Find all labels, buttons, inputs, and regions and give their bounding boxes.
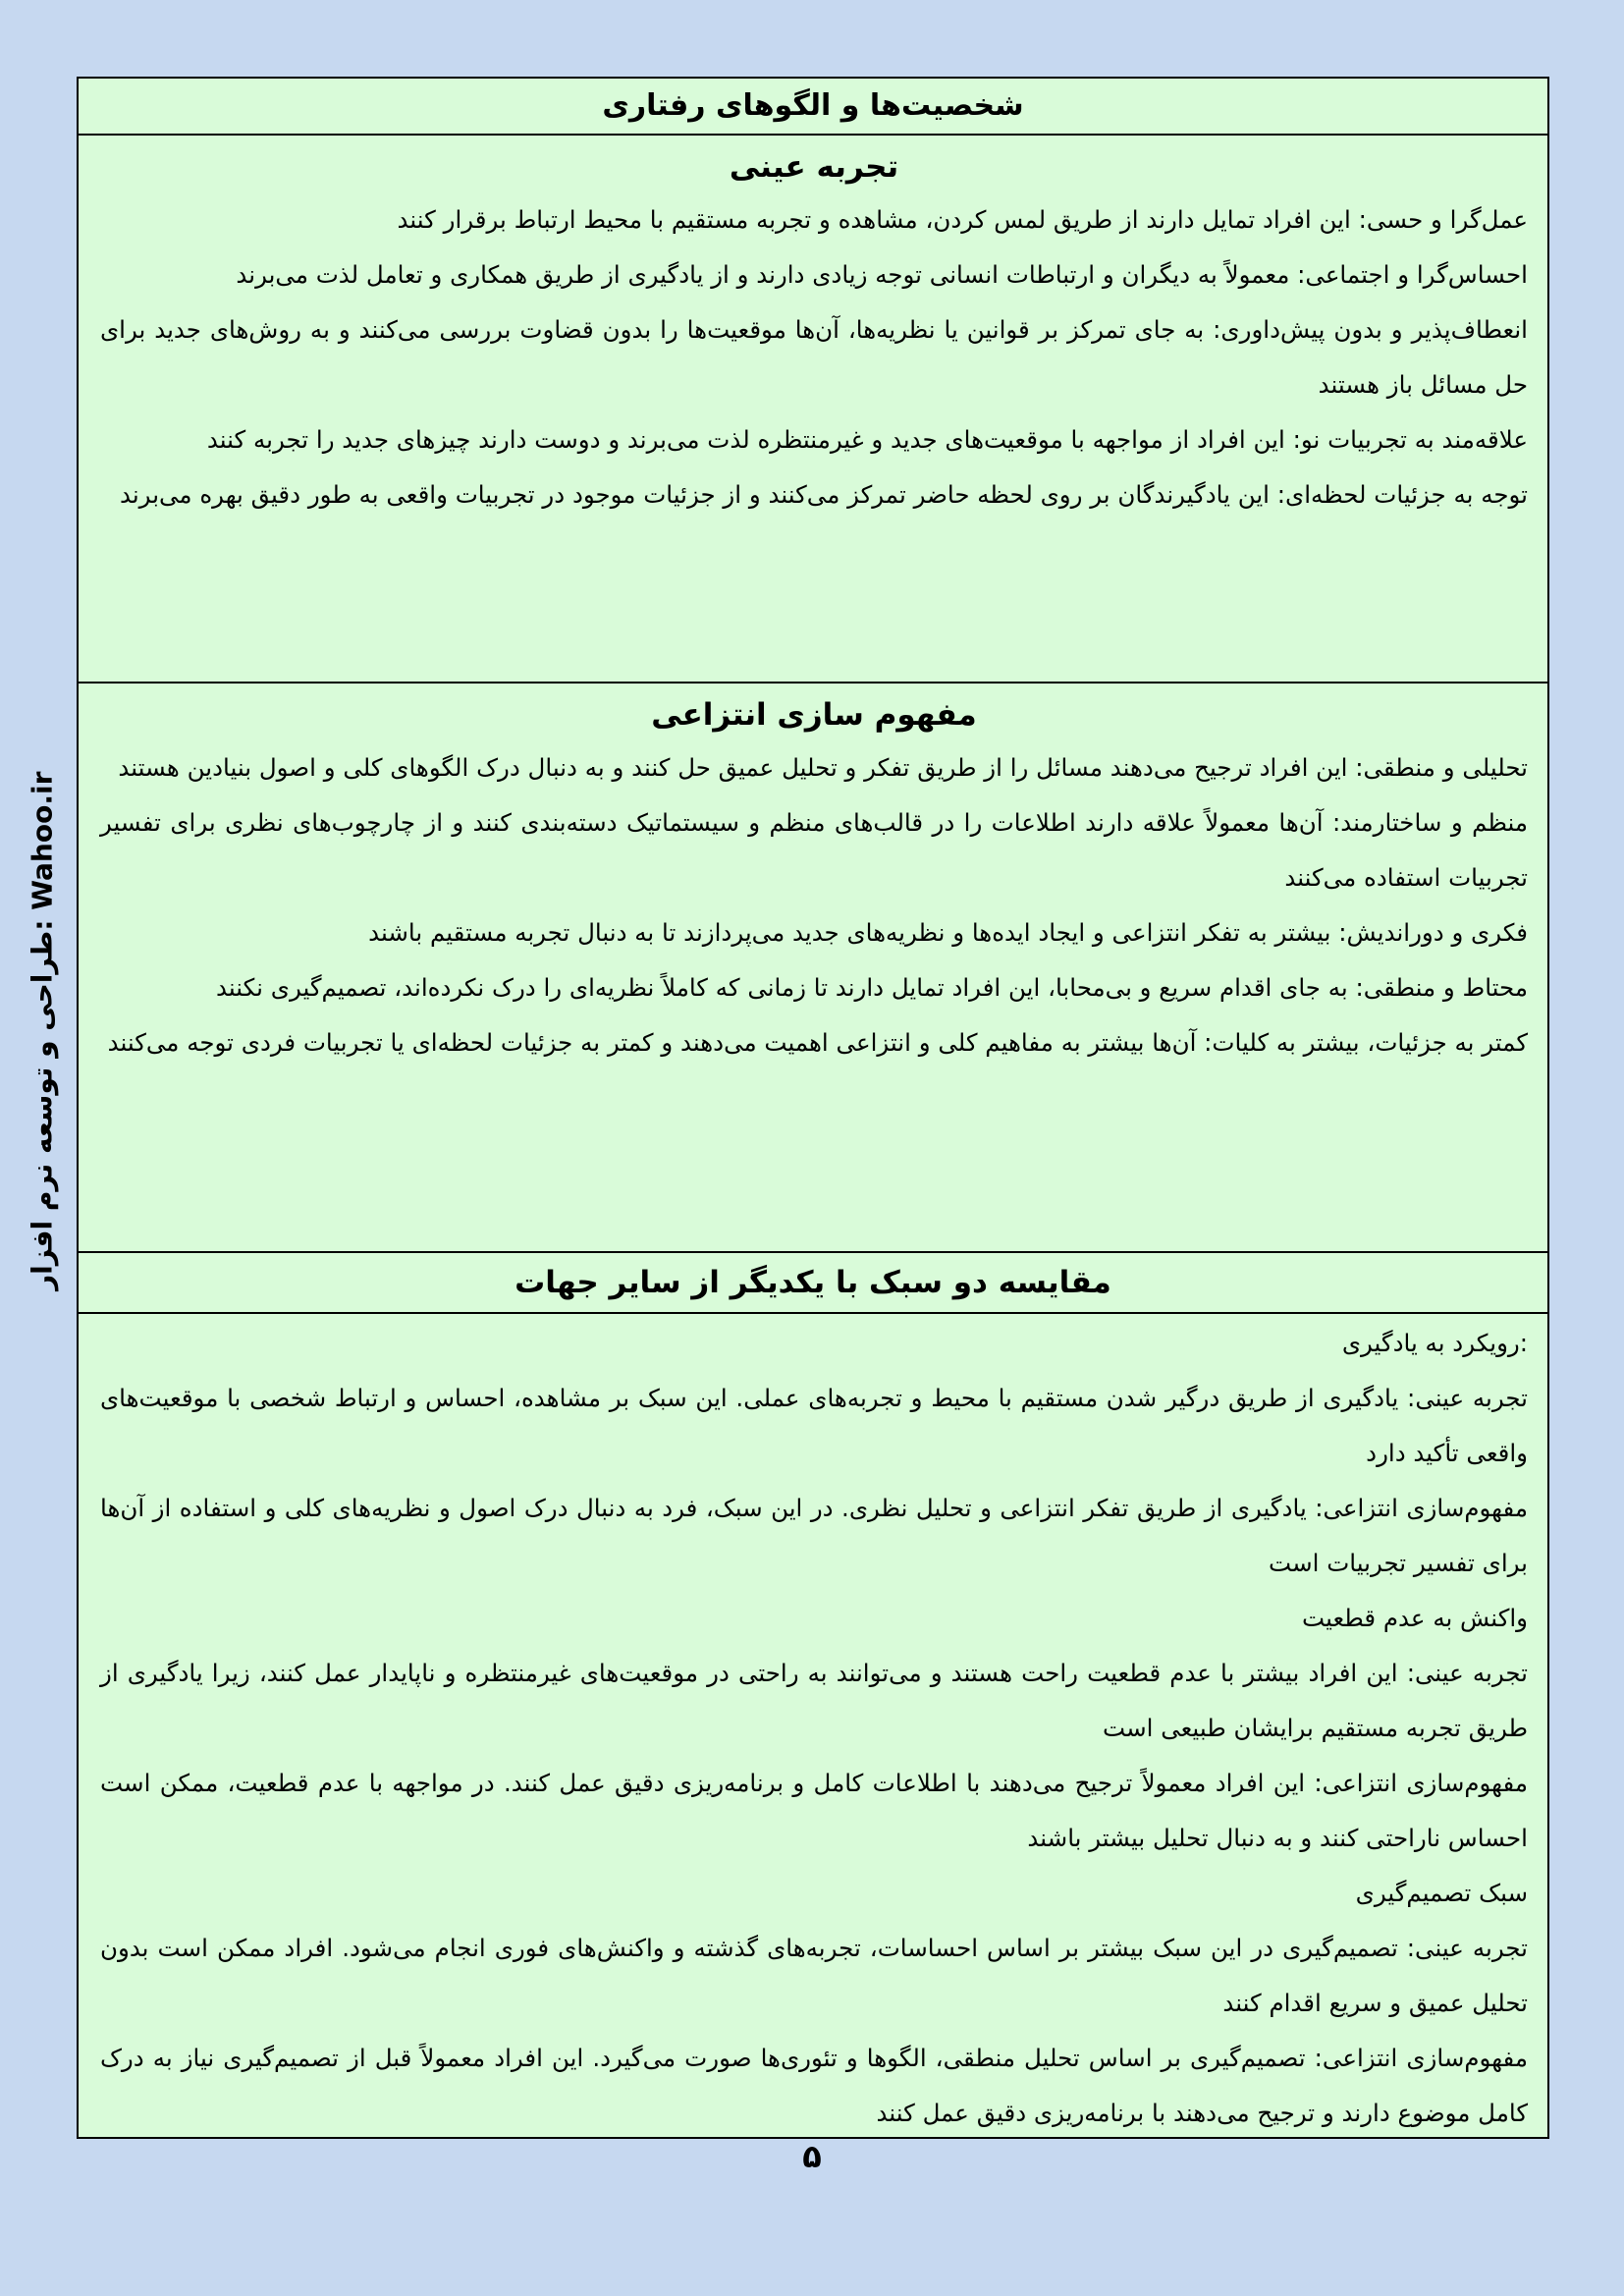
paragraph: تجربه عینی: یادگیری از طریق درگیر شدن مستقیم با محیط و تجربه‌های عملی. این سبک بر مشاهده، احساس و ارتباط شخصی با موقعیت‌های واقعی تأکید دارد (100, 1384, 1528, 1467)
paragraph: :رویکرد به یادگیری (1341, 1329, 1528, 1357)
paragraph: مفهوم‌سازی انتزاعی: این افراد معمولاً ترجیح می‌دهند با اطلاعات کامل و برنامه‌ریزی دقیق عمل کنند. در مواجهه با عدم قطعیت، ممکن است احساس ناراحتی کنند و به دنبال تحلیل بیشتر باشند (100, 1769, 1528, 1852)
paragraph: سبک تصمیم‌گیری (1355, 1879, 1528, 1907)
paragraph: تجربه عینی: تصمیم‌گیری در این سبک بیشتر بر اساس احساسات، تجربه‌های گذشته و واکنش‌های فوری انجام می‌شود. افراد ممکن است بدون تحلیل عمیق و سریع اقدام کنند (100, 1934, 1528, 2017)
content-frame (77, 77, 1549, 2139)
paragraph: فکری و دوراندیش: بیشتر به تفکر انتزاعی و ایجاد ایده‌ها و نظریه‌های جدید می‌پردازند تا به دنبال تجربه مستقیم باشند (368, 918, 1528, 947)
page-number: ۵ (802, 2138, 822, 2175)
paragraph: واکنش به عدم قطعیت (1302, 1604, 1528, 1632)
paragraph: منظم و ساختارمند: آن‌ها معمولاً علاقه دارند اطلاعات را در قالب‌های منظم و سیستماتیک دسته‌بندی کنند و از چارچوب‌های نظری برای تفسیر تجربیات استفاده می‌کنند (100, 808, 1528, 892)
paragraph: توجه به جزئیات لحظه‌ای: این یادگیرندگان بر روی لحظه حاضر تمرکز می‌کنند و از جزئیات موجود در تجربیات واقعی به طور دقیق بهره می‌برند (120, 480, 1528, 509)
paragraph: کمتر به جزئیات، بیشتر به کلیات: آن‌ها بیشتر به مفاهیم کلی و انتزاعی اهمیت می‌دهند و کمتر به جزئیات لحظه‌ای یا تجربیات فردی توجه می‌کنند (107, 1028, 1528, 1057)
paragraph: مفهوم‌سازی انتزاعی: تصمیم‌گیری بر اساس تحلیل منطقی، الگوها و تئوری‌ها صورت می‌گیرد. این افراد معمولاً قبل از تصمیم‌گیری نیاز به درک کامل موضوع دارند و ترجیح می‌دهند با برنامه‌ریزی دقیق عمل کنند (100, 2044, 1528, 2127)
paragraph: انعطاف‌پذیر و بدون پیش‌داوری: به جای تمرکز بر قوانین یا نظریه‌ها، آن‌ها موقعیت‌ها را بدون قضاوت بررسی می‌کنند و به روش‌های جدید برای حل مسائل باز هستند (100, 315, 1528, 399)
section-title: مفهوم سازی انتزاعی (651, 697, 977, 733)
paragraph: محتاط و منطقی: به جای اقدام سریع و بی‌محابا، این افراد تمایل دارند تا زمانی که کاملاً نظریه‌ای را درک نکرده‌اند، تصمیم‌گیری نکنند (215, 973, 1528, 1002)
section-abstract-conceptualization (79, 683, 1547, 1253)
section-comparison (79, 1314, 1547, 2139)
paragraph: عمل‌گرا و حسی: این افراد تمایل دارند از طریق لمس کردن، مشاهده و تجربه مستقیم با محیط ارتباط برقرار کنند (397, 205, 1528, 234)
paragraph: علاقه‌مند به تجربیات نو: این افراد از مواجهه با موقعیت‌های جدید و غیرمنتظره لذت می‌برند و دوست دارند چیزهای جدید را تجربه کنند (206, 425, 1528, 454)
side-watermark-text: طراحی و توسعه نرم افزار: Wahoo.ir (26, 771, 59, 1291)
section-title: تجربه عینی (729, 149, 899, 185)
paragraph: مفهوم‌سازی انتزاعی: یادگیری از طریق تفکر انتزاعی و تحلیل نظری. در این سبک، فرد به دنبال درک اصول و نظریه‌های کلی و استفاده از آن‌ها برای تفسیر تجربیات است (100, 1494, 1528, 1577)
section-concrete-experience (79, 136, 1547, 683)
paragraph: تجربه عینی: این افراد بیشتر با عدم قطعیت راحت هستند و می‌توانند به راحتی در موقعیت‌های غیرمنتظره و ناپایدار عمل کنند، زیرا یادگیری از طریق تجربه مستقیم برایشان طبیعی است (100, 1659, 1528, 1742)
paragraph: احساس‌گرا و اجتماعی: معمولاً به دیگران و ارتباطات انسانی توجه زیادی دارند و از یادگیری از طریق همکاری و تعامل لذت می‌برند (236, 260, 1528, 289)
page-title: شخصیت‌ها و الگوهای رفتاری (79, 79, 1547, 136)
paragraph: تحلیلی و منطقی: این افراد ترجیح می‌دهند مسائل را از طریق تفکر و تحلیل عمیق حل کنند و به دنبال درک الگوهای کلی و اصول بنیادین هستند (118, 753, 1528, 782)
section-title: مقایسه دو سبک با یکدیگر از سایر جهات (79, 1253, 1547, 1314)
